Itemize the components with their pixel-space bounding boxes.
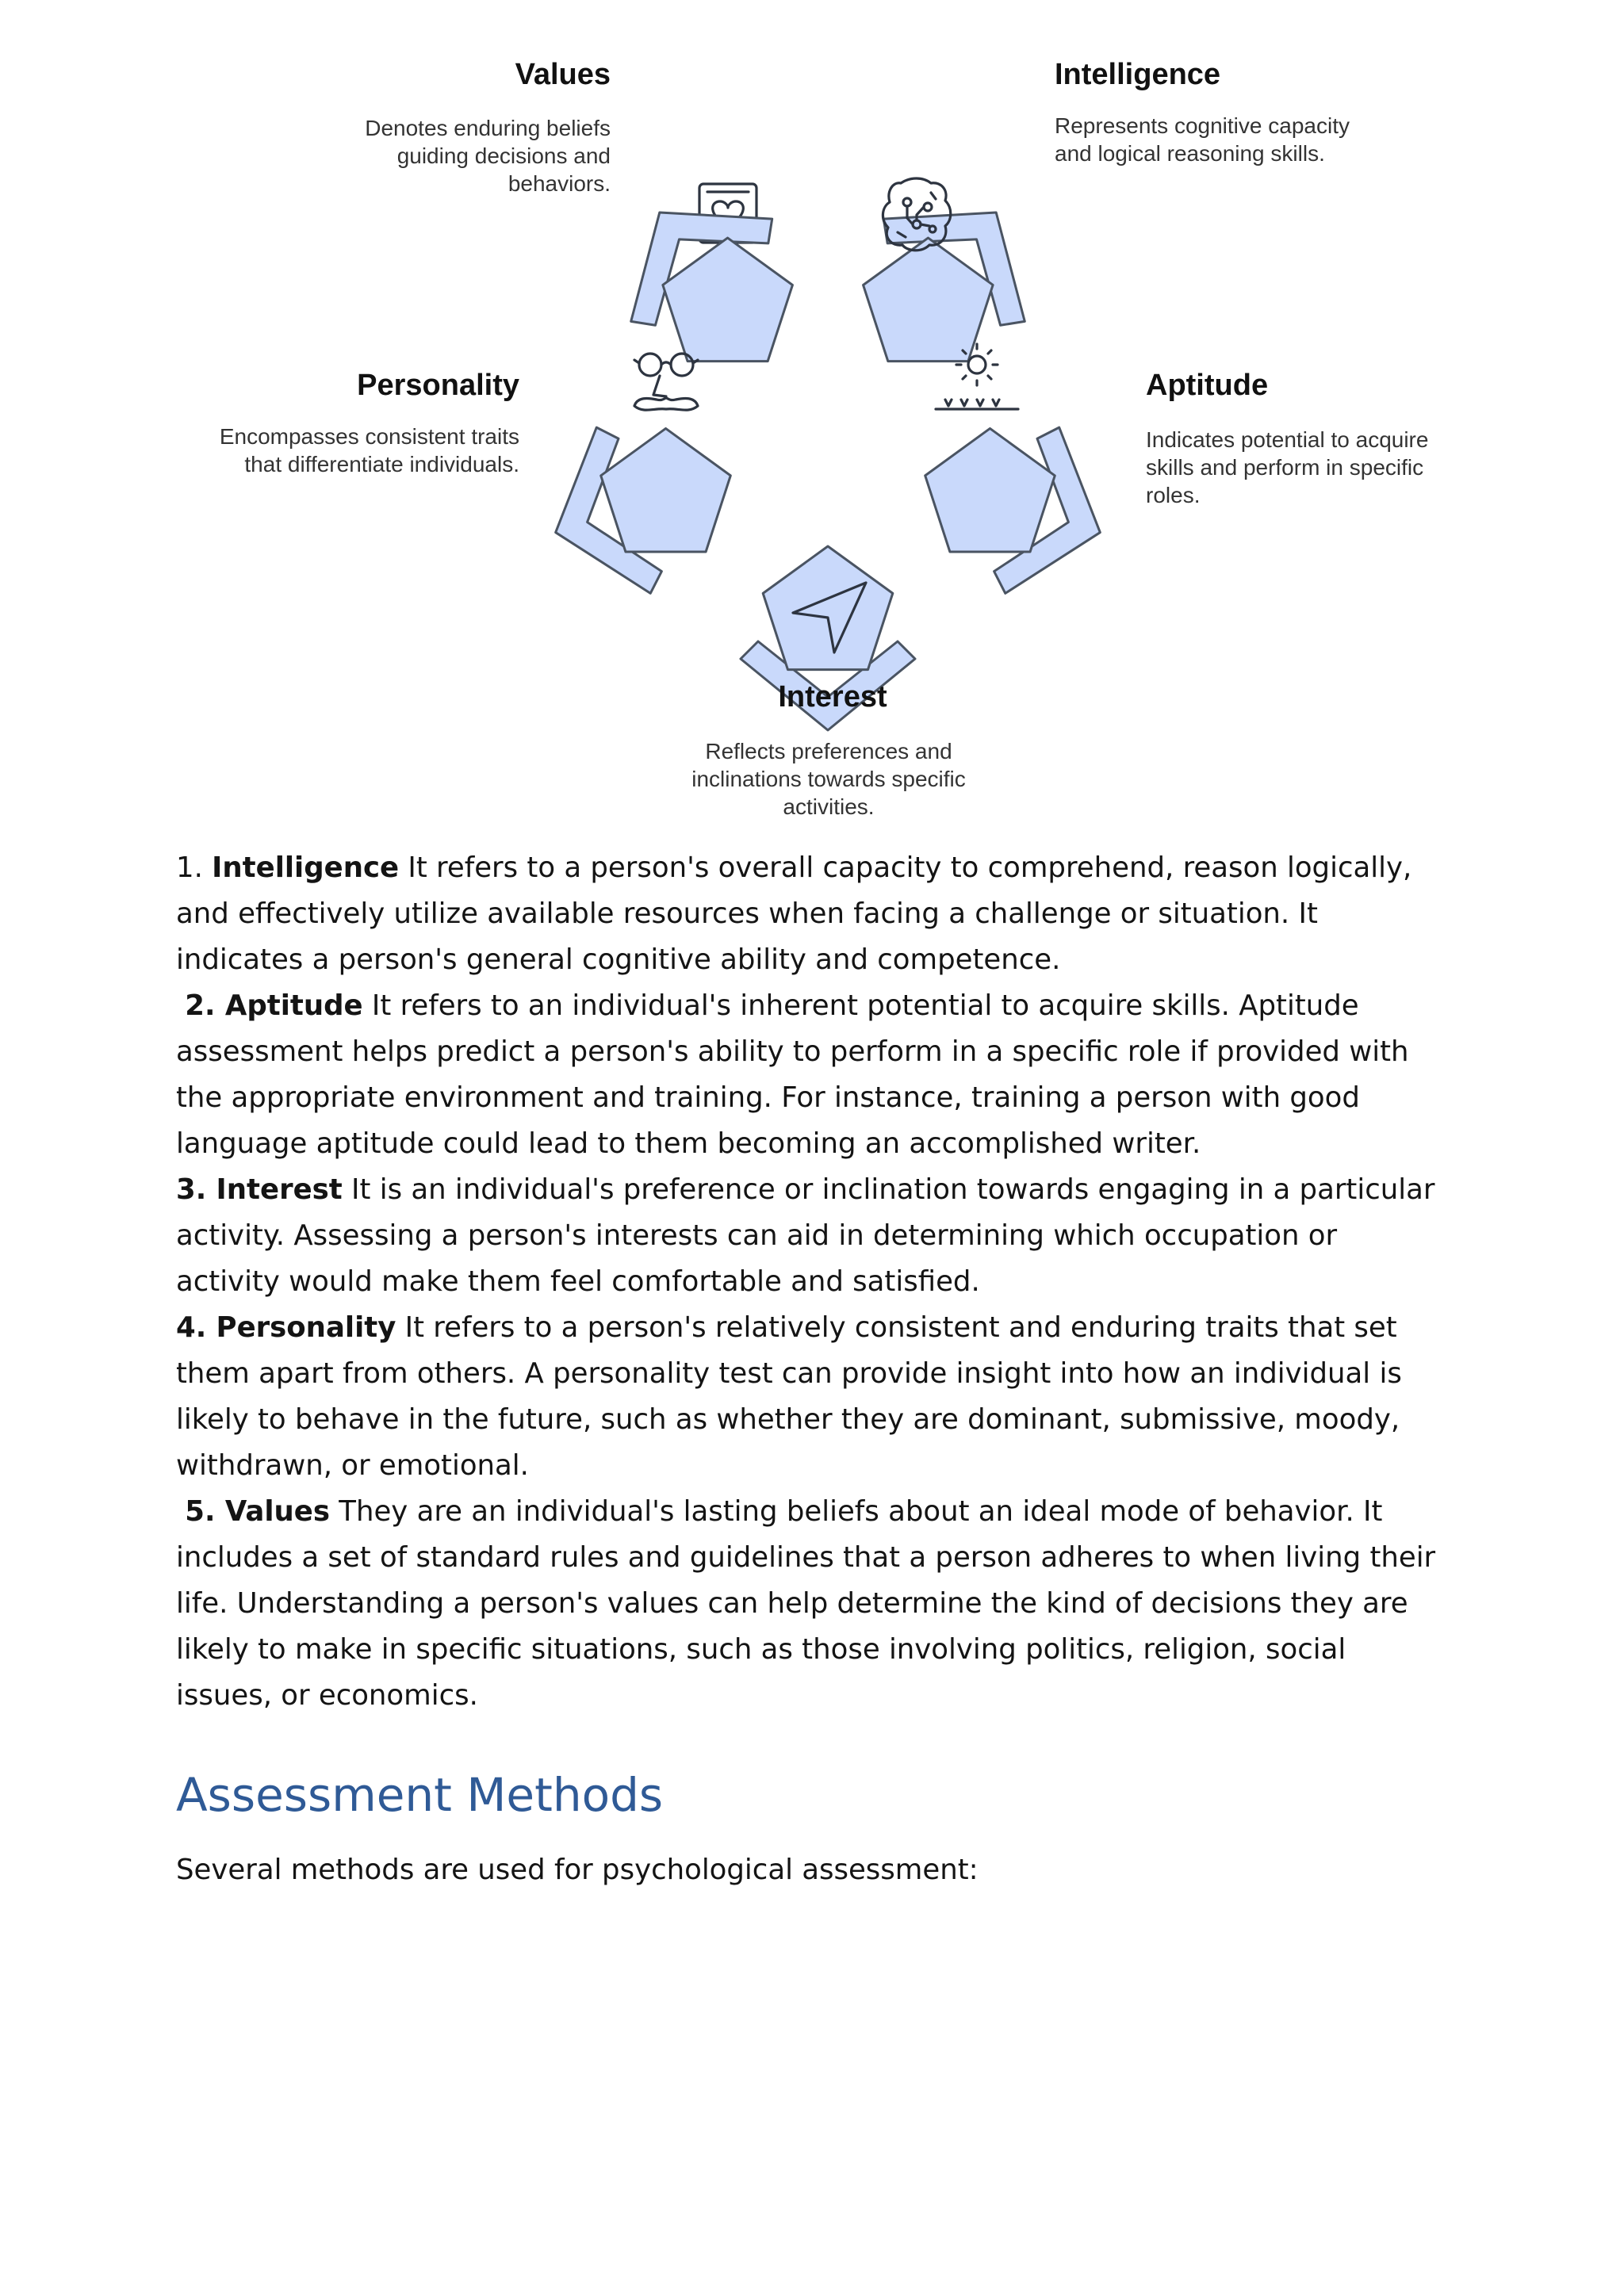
intelligence-segment (589, 161, 838, 412)
node-title: Aptitude (1146, 369, 1269, 402)
node-title: Interest (778, 680, 887, 714)
factor-paragraph (176, 983, 1445, 1167)
factor-paragraph (176, 845, 1445, 983)
label-intelligence (1055, 58, 1350, 166)
aptitude-segment (529, 392, 758, 615)
section-intro: Several methods are used for psychological assessment: (176, 1854, 979, 1886)
node-title: Intelligence (1055, 58, 1221, 91)
label-aptitude (1146, 369, 1428, 507)
node-desc-line: that differentiate individuals. (244, 452, 519, 476)
node-desc-line: guiding decisions and (396, 144, 611, 168)
node-desc-line: Indicates potential to acquire (1146, 427, 1429, 452)
factor-paragraph (176, 1489, 1445, 1719)
assessment-factors-diagram (0, 0, 1624, 840)
factor-label: Intelligence (212, 851, 400, 884)
node-desc-line: roles. (1146, 483, 1201, 507)
node-desc-line: and logical reasoning skills. (1055, 141, 1325, 166)
node-desc-line: inclinations towards specific (691, 767, 966, 791)
node-desc-line: Reflects preferences and (705, 739, 952, 763)
factor-label: 5. Values (185, 1495, 330, 1528)
node-desc-line: Represents cognitive capacity (1055, 113, 1350, 138)
values-segment (818, 161, 1067, 412)
factor-paragraph (176, 1167, 1445, 1305)
label-values (365, 58, 611, 196)
node-title: Personality (357, 369, 519, 402)
node-desc-line: activities. (783, 794, 875, 819)
factor-text: It refers to a person's relatively consistent and enduring traits that set them apart from others. A personality test can provide insight into how an individual is likely to behave in the future, such as whether they are dominant, submissive, moody, withdrawn, or emotional. (176, 1311, 1402, 1482)
factor-paragraph (176, 1305, 1445, 1489)
factor-label: 3. Interest (176, 1173, 343, 1206)
node-desc-line: skills and perform in specific (1146, 455, 1424, 480)
section-heading: Assessment Methods (176, 1768, 664, 1822)
node-desc-line: Encompasses consistent traits (219, 424, 519, 449)
node-desc-line: Denotes enduring beliefs (365, 116, 611, 140)
factor-number: 1. (176, 851, 203, 884)
factor-text: It refers to an individual's inherent potential to acquire skills. Aptitude assessment helps predict a person's ability to perform in a specific role if provided with the appropriate environment and training. For instance, training a person with good language aptitude could lead to them becoming an accomplished writer. (176, 989, 1409, 1160)
factor-label: 2. Aptitude (185, 989, 363, 1022)
label-interest (691, 680, 966, 819)
node-desc-line: behaviors. (508, 171, 611, 196)
label-personality (220, 369, 519, 476)
node-title: Values (515, 58, 611, 91)
factor-text: It is an individual's preference or inclination towards engaging in a particular activity. Assessing a person's interests can aid in determining which occupation or activity would make them feel comfortable and satisfied. (176, 1173, 1435, 1298)
personality-segment (898, 392, 1128, 615)
factor-text: They are an individual's lasting beliefs about an ideal mode of behavior. It includes a set of standard rules and guidelines that a person adheres to when living their life. Understanding a person's values can help determine the kind of decisions they are likely to make in specific situations, such as those involving politics, religion, social issues, or economics. (176, 1495, 1436, 1712)
factor-label: 4. Personality (176, 1311, 396, 1344)
factors-description (176, 845, 1445, 1719)
factor-text: It refers to a person's overall capacity to comprehend, reason logically, and effectively utilize available resources when facing a challenge or situation. It indicates a person's general cognitive ability and competence. (176, 851, 1412, 976)
